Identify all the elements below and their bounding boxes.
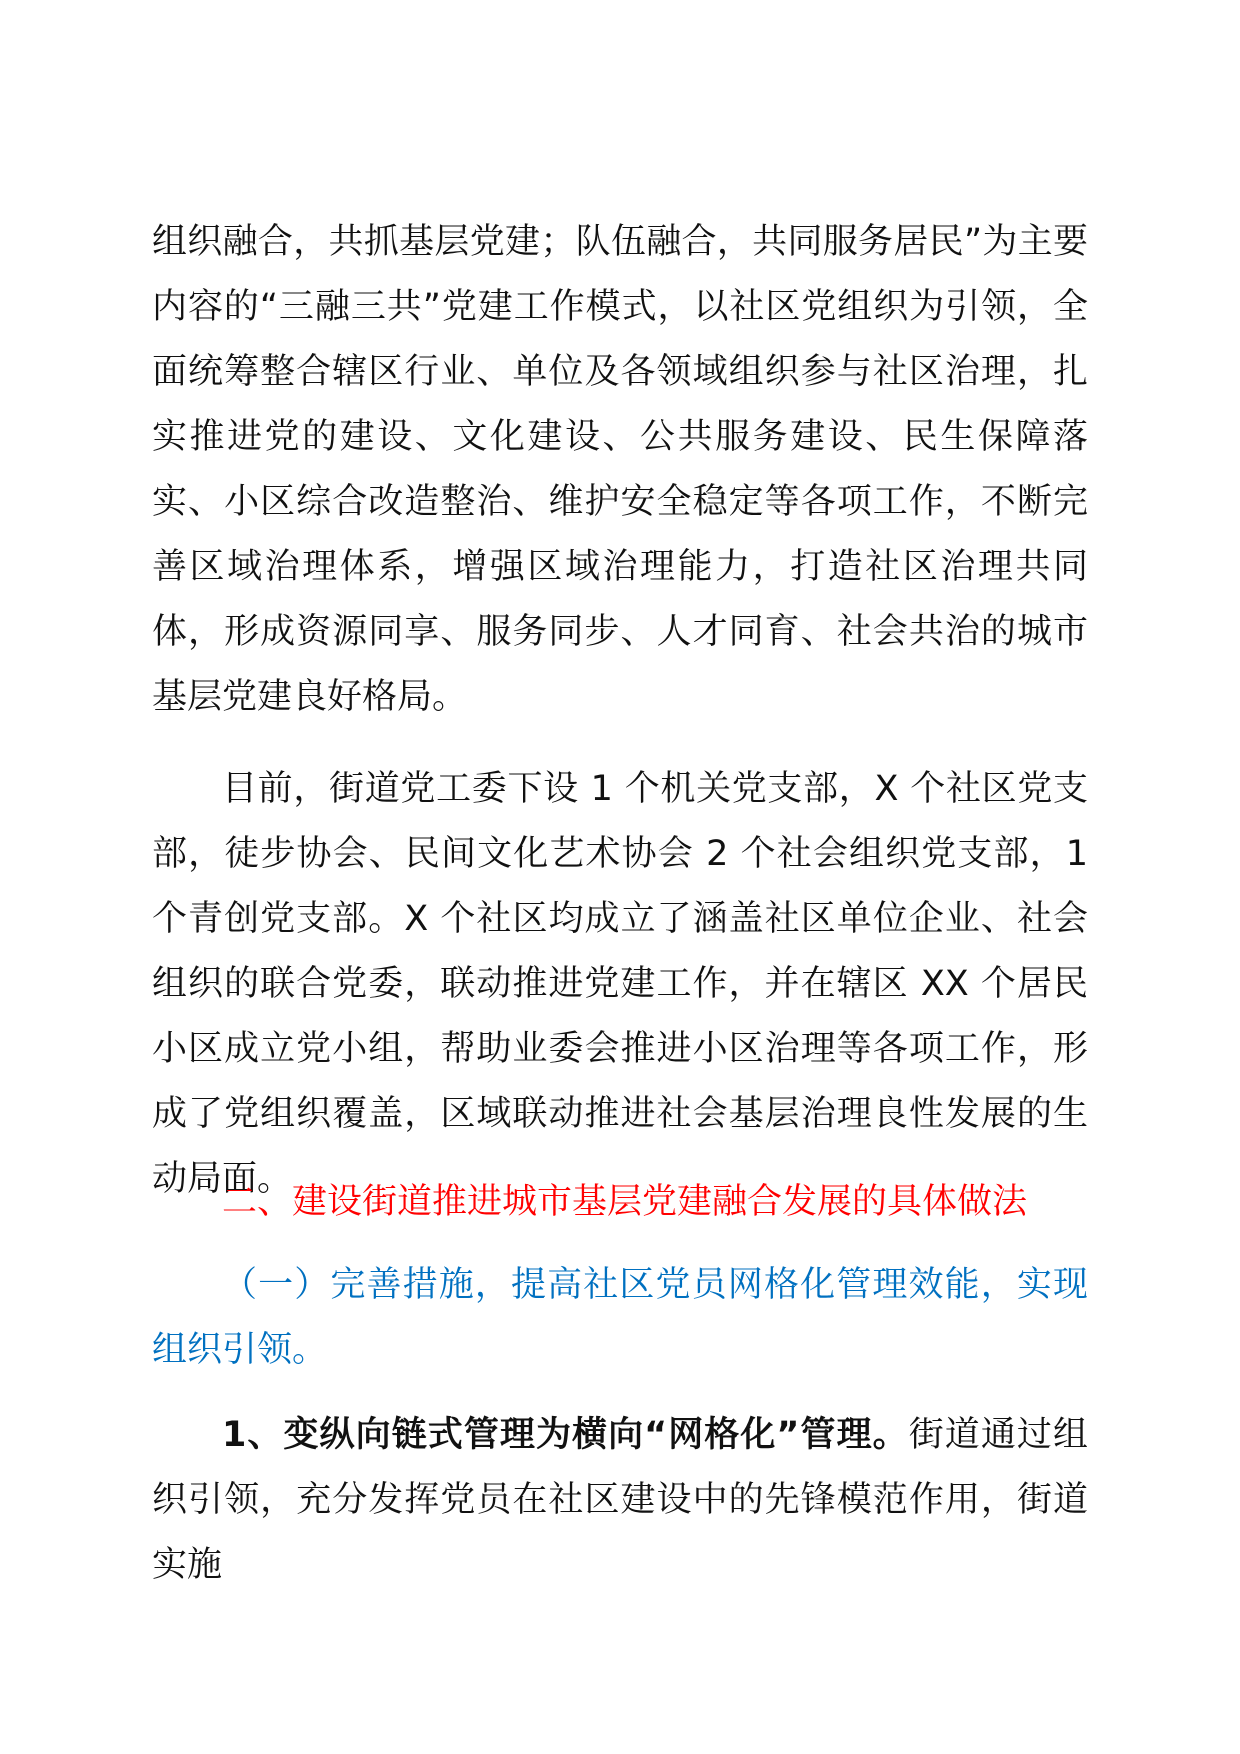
subsection-heading: （一）完善措施，提高社区党员网格化管理效能，实现组织引领。 [152, 1265, 1088, 1370]
paragraph-3-body: 街道通过组织引领，充分发挥党员在社区建设中的先锋模范作用，街道实施 [152, 1415, 1088, 1585]
body-paragraph-3 [152, 1403, 1088, 1598]
paragraph-3-lead: 1、变纵向链式管理为横向“网格化”管理。 [222, 1415, 909, 1455]
section-heading: 二、建设街道推进城市基层党建融合发展的具体做法 [222, 1182, 1028, 1222]
body-paragraph-2: 目前，街道党工委下设 1 个机关党支部，X 个社区党支部，徒步协会、民间文化艺术协会 2 个社会组织党支部，1 个青创党支部。X 个社区均成立了涵盖社区单位企业、社会组织的联合党委，联动推进党建工作，并在辖区 XX 个居民小区成立党小组，帮助业委会推进小区治理等各项工作，形成了党组织覆盖，区域联动推进社会基层治理良性发展的生动局面。 [152, 769, 1088, 1199]
body-paragraph-1: 组织融合，共抓基层党建；队伍融合，共同服务居民”为主要内容的“三融三共”党建工作模式，以社区党组织为引领，全面统筹整合辖区行业、单位及各领域组织参与社区治理，扎实推进党的建设、文化建设、公共服务建设、民生保障落实、小区综合改造整治、维护安全稳定等各项工作，不断完善区域治理体系，增强区域治理能力，打造社区治理共同体，形成资源同享、服务同步、人才同育、社会共治的城市基层党建良好格局。 [152, 222, 1088, 717]
